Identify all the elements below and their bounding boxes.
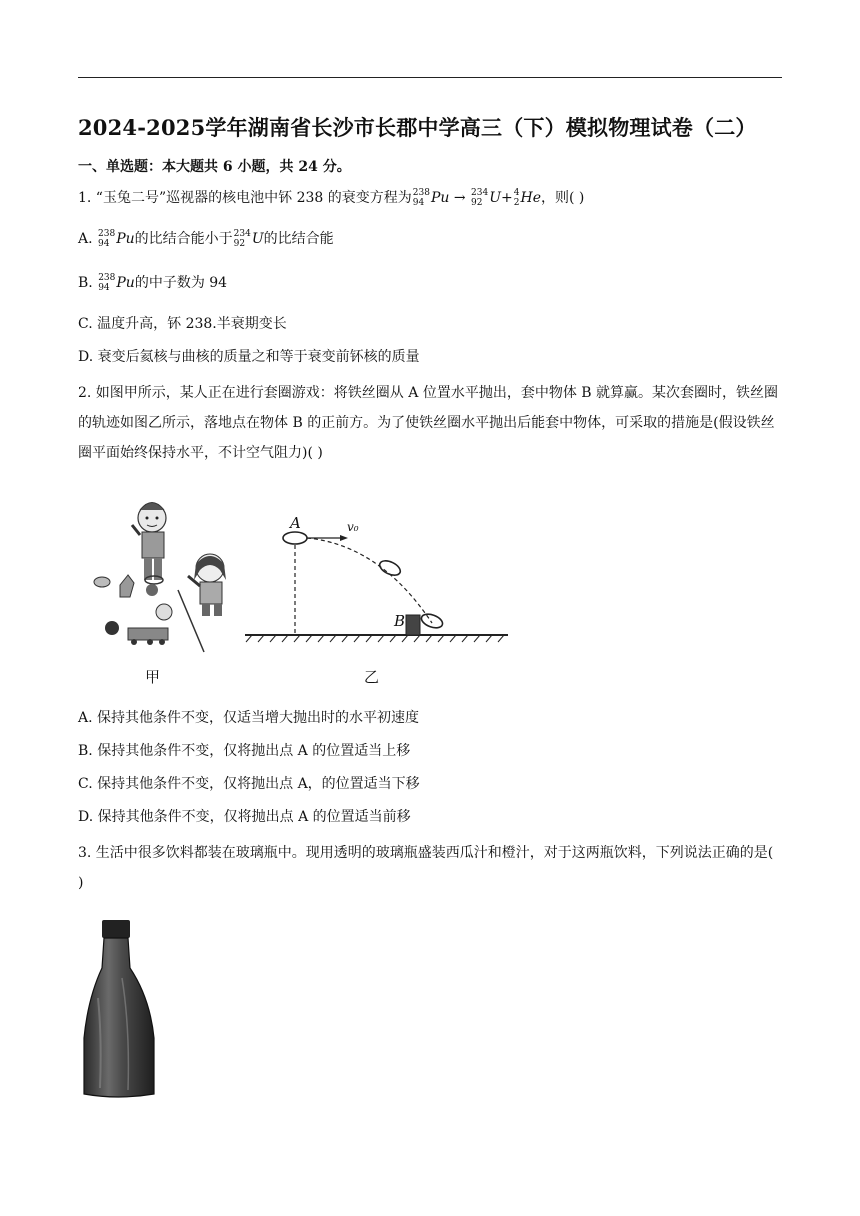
ring-toss-illustration xyxy=(92,490,242,655)
figure-label-yi: 乙 xyxy=(364,668,380,686)
question-1-option-d: D. 衰变后氦核与曲核的质量之和等于衰变前钚核的质量 xyxy=(78,349,420,365)
he-nuclide: 4 2 xyxy=(513,188,520,208)
question-2-option-a: A. 保持其他条件不变，仅适当增大抛出时的水平初速度 xyxy=(78,710,420,726)
point-a-label: A xyxy=(290,514,301,532)
page-title: 2024-2025学年湖南省长沙市长郡中学高三（下）模拟物理试卷（二） xyxy=(78,115,757,140)
question-2-option-d: D. 保持其他条件不变，仅将抛出点 A 的位置适当前移 xyxy=(78,809,411,825)
question-3-stem: 3. 生活中很多饮料都装在玻璃瓶中。现用透明的玻璃瓶盛装西瓜汁和橙汁，对于这两瓶饮料，下列说法正确的是( ) xyxy=(78,845,774,891)
point-b-label: B xyxy=(394,612,406,630)
u-nuclide: 234 92 xyxy=(471,188,489,208)
pu-nuclide: 238 94 xyxy=(412,188,430,208)
trajectory-diagram xyxy=(240,505,512,650)
question-1-option-c: C. 温度升高，钚 238.半衰期变长 xyxy=(78,316,287,332)
figure-label-jia: 甲 xyxy=(145,668,161,686)
question-2-stem: 2. 如图甲所示，某人正在进行套圈游戏：将铁丝圈从 A 位置水平抛出，套中物体 B 就算赢。某次套圈时，铁丝圈的轨迹如图乙所示，落地点在物体 B 的正前方。为了使铁丝圈水平抛出后能套中物体，可采取的措施是(假设铁丝圈平面始终保持水平，不计空气阻力)( ) xyxy=(78,385,779,461)
question-2-option-b: B. 保持其他条件不变，仅将抛出点 A 的位置适当上移 xyxy=(78,743,411,759)
header-rule xyxy=(78,77,782,78)
question-2-option-c: C. 保持其他条件不变，仅将抛出点 A，的位置适当下移 xyxy=(78,776,420,792)
glass-bottle-image xyxy=(78,918,160,1100)
section-heading: 一、单选题：本大题共 6 小题，共 24 分。 xyxy=(78,159,351,175)
v0-label: v₀ xyxy=(347,520,359,534)
question-1-option-b: B. 238 94 Pu的中子数为 94 xyxy=(78,273,228,293)
question-1-option-a: A. 238 94 Pu的比结合能小于 234 92 U的比结合能 xyxy=(78,229,334,249)
question-1-stem: 1. “玉兔二号”巡视器的核电池中钚 238 的衰变方程为 238 94 Pu → 234 92 U+ 4 2 He，则( ) xyxy=(78,188,585,208)
